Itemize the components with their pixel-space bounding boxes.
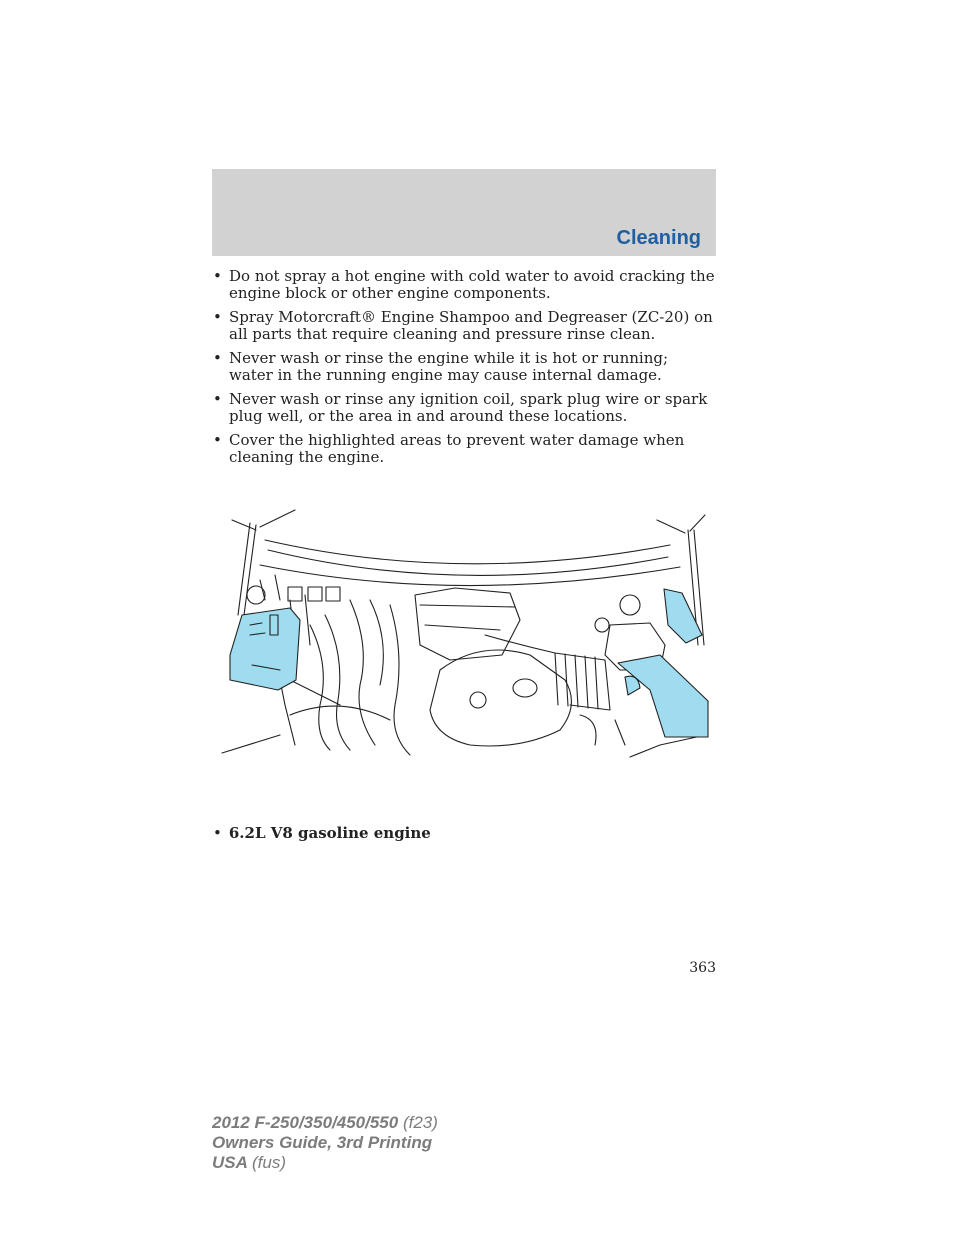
figure-caption — [212, 824, 716, 842]
footer-line-guide: Owners Guide, 3rd Printing — [212, 1133, 433, 1152]
section-header-band — [212, 169, 716, 256]
bullet-text: Never wash or rinse any ignition coil, spark plug wire or spark plug well, or the area in and around these locations. — [229, 390, 708, 425]
footer-model-code: (f23) — [402, 1113, 438, 1132]
bullet-glyph: • — [213, 824, 222, 842]
list-item — [212, 268, 716, 302]
bullet-list — [212, 268, 716, 473]
footer-line-model — [212, 1113, 438, 1133]
bullet-text: Spray Motorcraft® Engine Shampoo and Degreaser (ZC-20) on all parts that require cleaning and pressure rinse clean. — [229, 308, 713, 343]
list-item — [212, 309, 716, 343]
page-number: 363 — [689, 960, 716, 976]
list-item — [212, 432, 716, 466]
bullet-glyph: • — [213, 431, 222, 449]
list-item — [212, 350, 716, 384]
bullet-glyph: • — [213, 267, 222, 285]
caption-text: 6.2L V8 gasoline engine — [228, 824, 431, 842]
bullet-text: Do not spray a hot engine with cold water to avoid cracking the engine block or other engine components. — [229, 267, 715, 302]
bullet-text: Never wash or rinse the engine while it is hot or running; water in the running engine may cause internal damage. — [229, 349, 669, 384]
bullet-text: Cover the highlighted areas to prevent water damage when cleaning the engine. — [229, 431, 685, 466]
footer-region: USA — [212, 1153, 248, 1172]
section-title: Cleaning — [616, 227, 701, 249]
bullet-glyph: • — [213, 349, 222, 367]
bullet-glyph: • — [213, 308, 222, 326]
footer-model: 2012 F-250/350/450/550 — [212, 1113, 399, 1132]
footer-line-region — [212, 1153, 438, 1173]
bullet-glyph: • — [213, 390, 222, 408]
list-item — [212, 391, 716, 425]
footer-imprint — [212, 1113, 438, 1173]
engine-compartment-illustration — [220, 505, 714, 760]
footer-region-code: (fus) — [252, 1153, 286, 1172]
